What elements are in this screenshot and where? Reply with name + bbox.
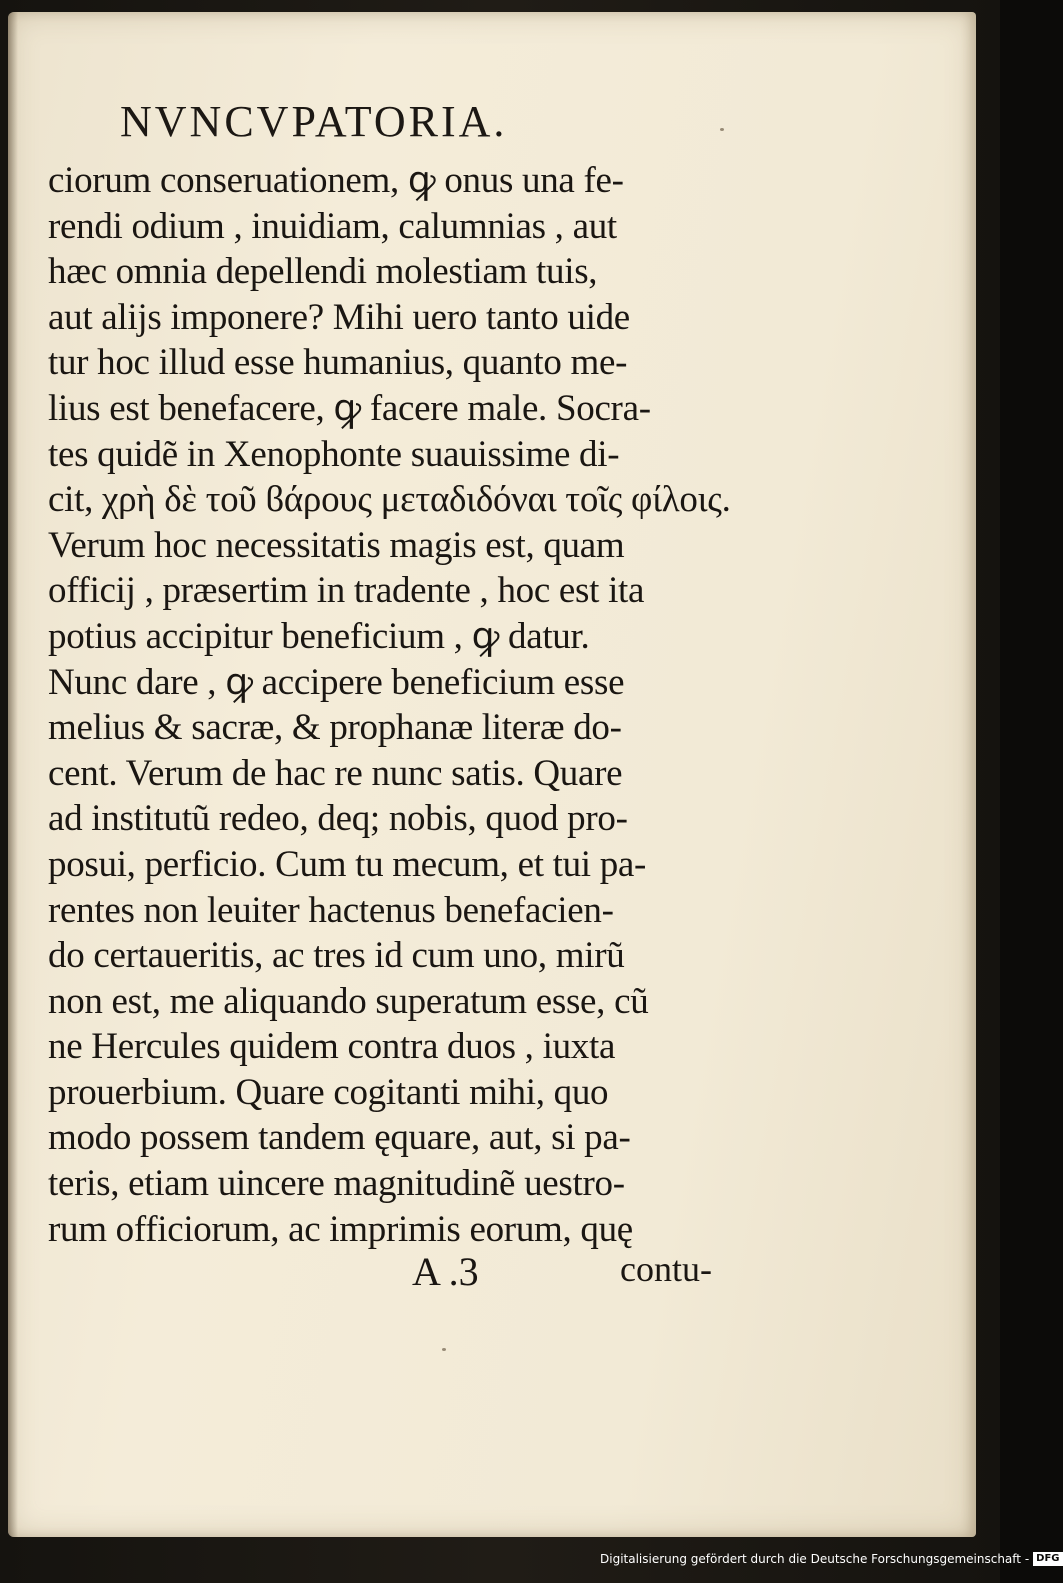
text-line: tur hoc illud esse humanius, quanto me- xyxy=(48,342,628,384)
text-line: modo possem tandem ęquare, aut, si pa- xyxy=(48,1117,631,1159)
running-header: NVNCVPATORIA. xyxy=(120,97,508,146)
signature-mark: A .3 xyxy=(412,1249,479,1294)
text-line: rentes non leuiter hactenus benefacien- xyxy=(48,889,614,931)
text-line: hæc omnia depellendi molestiam tuis, xyxy=(48,251,598,293)
text-line: melius & sacræ, & prophanæ literæ do- xyxy=(48,707,622,749)
text-line: Verum hoc necessitatis magis est, quam xyxy=(48,524,625,566)
text-line: ad institutũ redeo, deq; nobis, quod pro- xyxy=(48,798,628,840)
digitization-credit xyxy=(600,1552,1063,1566)
text-line: officij , præsertim in tradente , hoc est ita xyxy=(48,570,645,612)
text-line: lius est benefacere, ꝙ facere male. Socra- xyxy=(48,387,651,429)
body-text xyxy=(48,158,738,1252)
text-line: tes quidẽ in Xenophonte suauissime di- xyxy=(48,433,620,475)
text-line: ciorum conseruationem, ꝙ onus una fe- xyxy=(48,160,624,201)
dfg-logo: DFG xyxy=(1033,1552,1062,1566)
text-line: do certaueritis, ac tres id cum uno, mirũ xyxy=(48,935,625,977)
text-line: non est, me aliquando superatum esse, cũ xyxy=(48,980,649,1022)
text-line: posui, perficio. Cum tu mecum, et tui pa- xyxy=(48,843,647,885)
paper-speck xyxy=(720,128,724,131)
text-line: Nunc dare , ꝙ accipere beneficium esse xyxy=(48,661,625,703)
text-line: prouerbium. Quare cogitanti mihi, quo xyxy=(48,1071,609,1113)
text-line: aut alijs imponere? Mihi uero tanto uide xyxy=(48,296,630,338)
greek-quote-line: cit, χρὴ δὲ τοῦ ϐάρους μεταδιδόναι τοῖς φίλοις. xyxy=(48,479,731,521)
text-line: rum officiorum, ac imprimis eorum, quę xyxy=(48,1208,633,1250)
text-line: ne Hercules quidem contra duos , iuxta xyxy=(48,1026,616,1068)
book-page xyxy=(8,12,976,1537)
paper-speck xyxy=(442,1348,446,1351)
credit-text: Digitalisierung gefördert durch die Deutsche Forschungsgemeinschaft - xyxy=(600,1552,1030,1566)
text-line: cent. Verum de hac re nunc satis. Quare xyxy=(48,752,623,794)
text-line: potius accipitur beneficium , ꝙ datur. xyxy=(48,615,590,657)
text-line: rendi odium , inuidiam, calumnias , aut xyxy=(48,205,617,247)
text-line: teris, etiam uincere magnitudinẽ uestro- xyxy=(48,1163,625,1205)
catchword: contu- xyxy=(620,1249,712,1289)
